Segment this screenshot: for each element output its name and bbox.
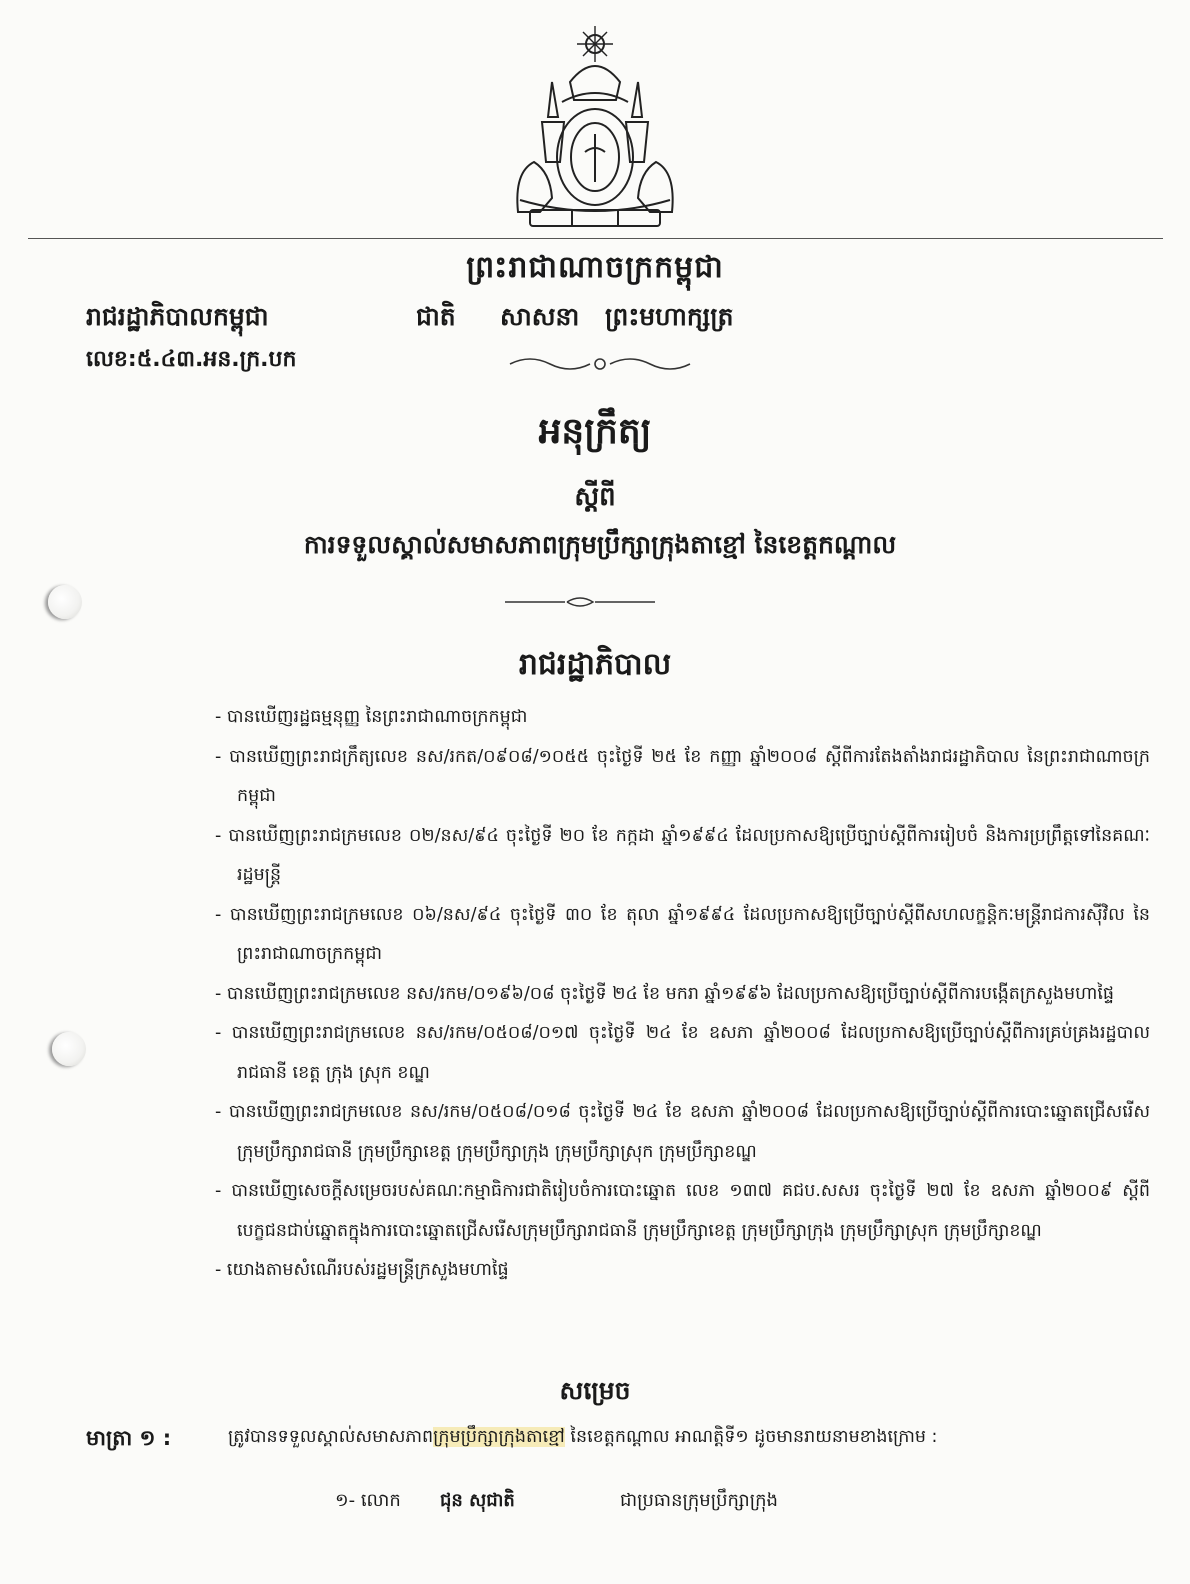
decision-heading: សម្រេច xyxy=(559,1376,631,1405)
visa-item: - បានឃើញព្រះរាជក្រមលេខ នស/រកម/០៥០៨/០១៨ ចុះថ្ងៃទី ២៤ ខែ ឧសភា ឆ្នាំ២០០៨ ដែលប្រកាសឱ្យប្រើច្បាប់ស្តីពីការបោះឆ្នោតជ្រើសរើសក្រុមប្រឹក្សារាជធានី ក្រុមប្រឹក្សាខេត្ត ក្រុមប្រឹក្សាក្រុង ក្រុមប្រឹក្សាស្រុក ក្រុមប្រឹក្សាខណ្ឌ xyxy=(215,1093,1150,1172)
section-divider xyxy=(505,594,655,610)
header-ornament xyxy=(500,348,700,376)
government-name: រាជរដ្ឋាភិបាលកម្ពុជា xyxy=(86,302,269,331)
visa-item: - យោងតាមសំណើរបស់រដ្ឋមន្ត្រីក្រសួងមហាផ្ទៃ xyxy=(215,1251,1150,1291)
document-number: លេខ:៥.៤៣.អន.ក្រ.បក xyxy=(86,347,297,372)
article-1-text-end: នៃខេត្តកណ្តាល អាណត្តិទី១ ដូចមានរាយនាមខាងក្រោម : xyxy=(564,1427,938,1447)
visa-list xyxy=(215,698,1150,1291)
motto-king: ព្រះមហាក្សត្រ xyxy=(605,302,734,331)
visa-item: - បានឃើញព្រះរាជក្រមលេខ នស/រកម/០១៩៦/០៨ ចុះថ្ងៃទី ២៤ ខែ មករា ឆ្នាំ១៩៩៦ ដែលប្រកាសឱ្យប្រើច្បាប់ស្តីពីការបង្កើតក្រសួងមហាផ្ទៃ xyxy=(215,975,1150,1015)
visa-item: - បានឃើញព្រះរាជក្រមលេខ នស/រកម/០៥០៨/០១៧ ចុះថ្ងៃទី ២៤ ខែ ឧសភា ឆ្នាំ២០០៨ ដែលប្រកាសឱ្យប្រើច្បាប់ស្តីពីការគ្រប់គ្រងរដ្ឋបាលរាជធានី ខេត្ត ក្រុង ស្រុក ខណ្ឌ xyxy=(215,1014,1150,1093)
royal-emblem xyxy=(500,22,690,232)
member-name: ជុន សុជាតិ xyxy=(440,1490,515,1511)
highlighted-council-name: ក្រុមប្រឹក្សាក្រុងតាខ្មៅ xyxy=(433,1427,565,1447)
article-1-text xyxy=(228,1425,1148,1451)
issuing-authority: រាជរដ្ឋាភិបាល xyxy=(518,647,672,682)
motto-nation: ជាតិ xyxy=(416,302,456,331)
visa-item: - បានឃើញសេចក្តីសម្រេចរបស់គណៈកម្មាធិការជាតិរៀបចំការបោះឆ្នោត លេខ ១៣៧ គជប.សសរ ចុះថ្ងៃទី ២៧ ខែ ឧសភា ឆ្នាំ២០០៩ ស្តីពីបេក្ខជនជាប់ឆ្នោតក្នុងការបោះឆ្នោតជ្រើសរើសក្រុមប្រឹក្សារាជធានី ក្រុមប្រឹក្សាខេត្ត ក្រុមប្រឹក្សាក្រុង ក្រុមប្រឹក្សាស្រុក ក្រុមប្រឹក្សាខណ្ឌ xyxy=(215,1172,1150,1251)
header-rule xyxy=(28,238,1163,239)
member-role: ជាប្រធានក្រុមប្រឹក្សាក្រុង xyxy=(620,1490,778,1511)
visa-item: - បានឃើញព្រះរាជក្រមលេខ ០៦/នស/៩៤ ចុះថ្ងៃទី ៣០ ខែ តុលា ឆ្នាំ១៩៩៤ ដែលប្រកាសឱ្យប្រើច្បាប់ស្តីពីសហលក្ខន្តិកៈមន្ត្រីរាជការស៊ីវិល នៃព្រះរាជាណាចក្រកម្ពុជា xyxy=(215,896,1150,975)
punch-hole xyxy=(52,1032,86,1066)
kingdom-name: ព្រះរាជាណាចក្រកម្ពុជា xyxy=(466,250,724,285)
visa-item: - បានឃើញរដ្ឋធម្មនុញ្ញ នៃព្រះរាជាណាចក្រកម្ពុជា xyxy=(215,698,1150,738)
article-1-label: មាត្រា ១ : xyxy=(86,1426,172,1450)
visa-item: - បានឃើញព្រះរាជក្រមលេខ ០២/នស/៩៤ ចុះថ្ងៃទី ២០ ខែ កក្កដា ឆ្នាំ១៩៩៤ ដែលប្រកាសឱ្យប្រើច្បាប់ស្តីពីការរៀបចំ និងការប្រព្រឹត្តទៅនៃគណៈរដ្ឋមន្ត្រី xyxy=(215,817,1150,896)
article-1-text-start: ត្រូវបានទទួលស្គាល់សមាសភាព xyxy=(228,1427,434,1447)
punch-hole xyxy=(48,585,82,619)
member-number: ១- លោក xyxy=(335,1490,401,1511)
document-subject: ការទទួលស្គាល់សមាសភាពក្រុមប្រឹក្សាក្រុងតាខ្មៅ នៃខេត្តកណ្តាល xyxy=(303,530,897,559)
motto-religion: សាសនា xyxy=(500,302,580,331)
document-title: អនុក្រឹត្យ xyxy=(538,411,652,452)
visa-item: - បានឃើញព្រះរាជក្រឹត្យលេខ នស/រកត/០៩០៨/១០៥៥ ចុះថ្ងៃទី ២៥ ខែ កញ្ញា ឆ្នាំ២០០៨ ស្តីពីការតែងតាំងរាជរដ្ឋាភិបាល នៃព្រះរាជាណាចក្រកម្ពុជា xyxy=(215,738,1150,817)
subject-label: ស្តីពី xyxy=(574,482,616,512)
